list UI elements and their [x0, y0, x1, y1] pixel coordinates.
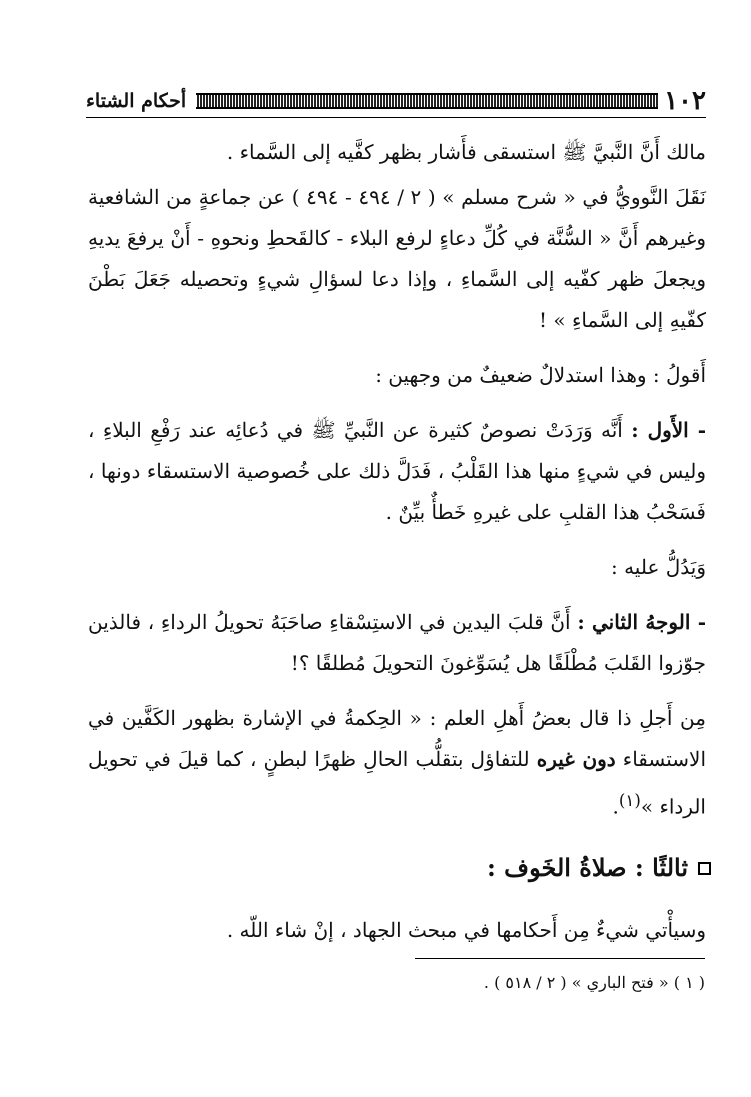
running-title: أحكام الشتاء — [86, 90, 187, 112]
first-point-label: - الأَول : — [631, 418, 707, 442]
header-underline — [86, 117, 706, 118]
section-heading-text: ثالثًا : صلاةُ الخَوف : — [486, 853, 688, 882]
quote-bold-phrase: دون غيره — [536, 747, 616, 771]
closing-paragraph: وسيأْتي شيءٌ مِن أَحكامها في مبحث الجهاد ، إنْ شاء اللّه . — [226, 918, 706, 942]
quote-end: للتفاؤل بتقلُّب الحالِ ظهرًا لبطنٍ ، كما قيلَ في تحويل الرداء » — [88, 747, 706, 819]
quote-start: مِن أَجلِ ذا قال بعضُ أَهلِ العلم : « الحِكمةُ في الإشارة بظهور الكَفَّين في الاستسقاء — [88, 706, 707, 771]
footnote-reference[interactable]: (١) — [618, 791, 641, 810]
square-bullet-icon — [698, 862, 711, 875]
paragraph-6 — [88, 602, 706, 684]
paragraph-2: نَقَلَ النَّوويُّ في « شرح مسلم » ( ٢ / ٤٩٤ - ٤٩٤ ) عن جماعةٍ من الشافعية وغيرهم أَنَّ « السُّنَّة في كُلِّ دعاءٍ لرفع البلاء - كالقَحطِ ونحوهِ - أَنْ يرفعَ يديهِ ويجعلَ ظهر كفّيه إلى السَّماءِ ، وإذا دعا لسؤالِ شيءٍ وتحصيله جَعَلَ بَطْنَ كفّيهِ إلى السَّماءِ » ! — [88, 185, 706, 332]
second-point-text: أَنَّ قلبَ اليدين في الاستِسْقاءِ صاحَبَهُ تحويلُ الرداءِ ، فالذين جوّزوا القَلبَ مُطْلَقًا هل يُسَوِّغونَ التحويلَ مُطلقًا ؟! — [88, 610, 706, 675]
page-number: ١٠٢ — [664, 86, 706, 116]
paragraph-1: مالك أَنَّ النَّبيَّ ﷺ استسقى فأَشار بظهر كفَّيه إلى السَّماء . — [226, 140, 706, 164]
footnote-separator — [415, 958, 705, 959]
paragraph-4 — [88, 410, 706, 533]
footnote-1: ( ١ ) « فتح الباري » ( ٢ / ٥١٨ ) . — [483, 973, 705, 992]
paragraph-5: وَيَدُلُّ عليه : — [610, 555, 706, 579]
first-point-text: أَنَّه وَرَدَتْ نصوصٌ كثيرة عن النَّبيِّ ﷺ في دُعائِه عند رَفْعِ البلاءِ ، وليس في شيءٍ منها هذا القَلْبُ ، فَدَلَّ ذلك على خُصوصية الاستسقاء دونها ، فَسَحْبُ هذا القلبِ على غيرهِ خَطأٌ بيِّنٌ . — [88, 418, 706, 524]
running-header — [86, 84, 706, 118]
paragraph-3: أَقولُ : وهذا استدلالٌ ضعيفٌ من وجهين : — [375, 363, 706, 387]
section-heading — [487, 848, 711, 888]
quote-tail: . — [612, 794, 619, 819]
paragraph-7 — [88, 698, 706, 828]
main-text — [88, 132, 706, 842]
second-point-label: - الوجهُ الثاني : — [577, 610, 707, 634]
header-ornament-bar — [196, 93, 658, 109]
